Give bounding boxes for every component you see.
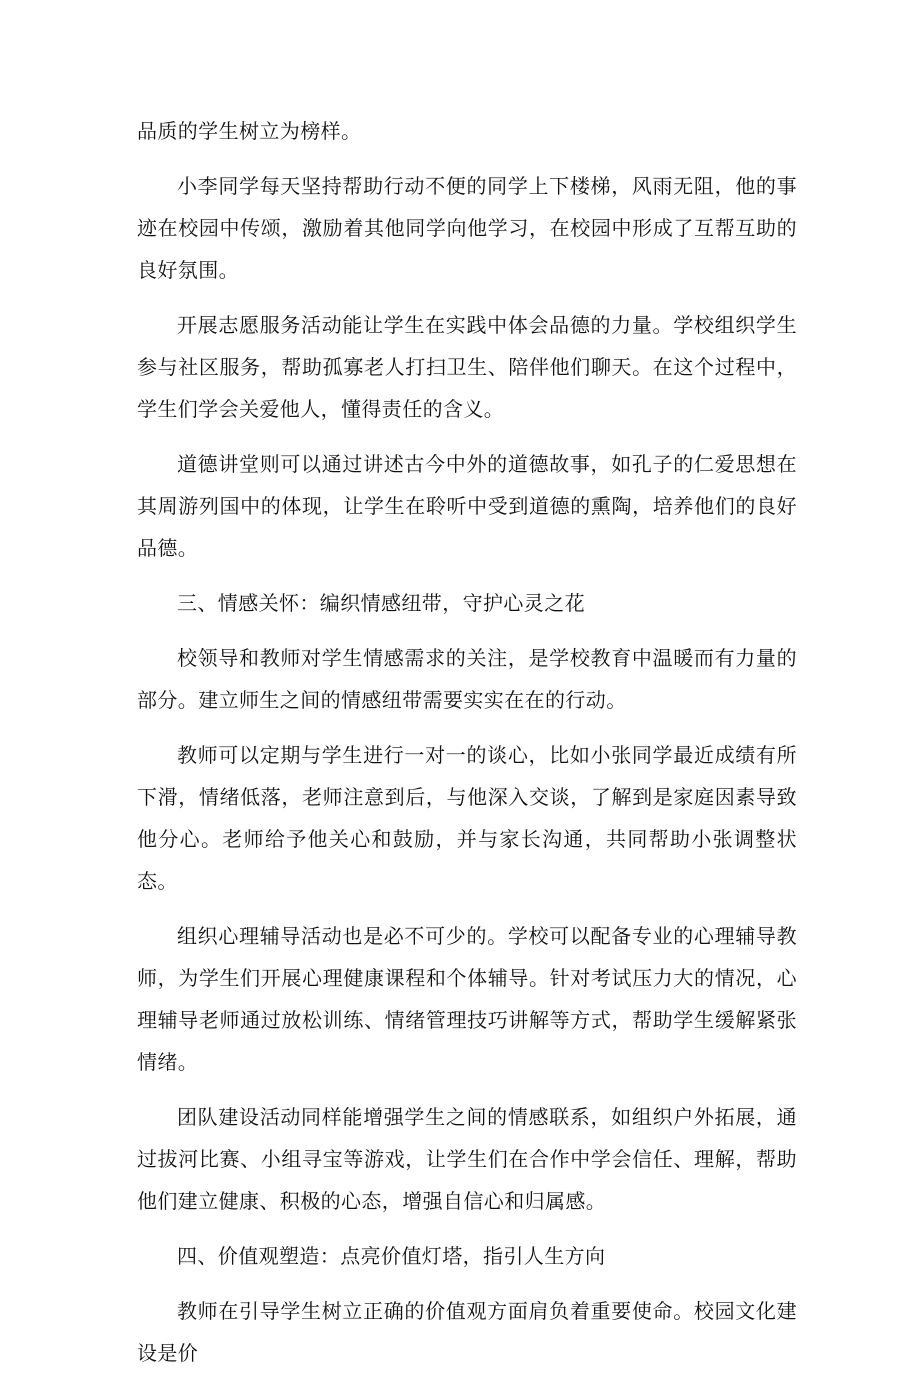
paragraph-emotional-needs: 校领导和教师对学生情感需求的关注，是学校教育中温暖而有力量的部分。建立师生之间的情感纽带需要实实在在的行动。 <box>137 646 797 712</box>
paragraph-one-on-one-talk: 教师可以定期与学生进行一对一的谈心，比如小张同学最近成绩有所下滑，情绪低落，老师注意到后，与他深入交谈，了解到是家庭因素导致他分心。老师给予他关心和鼓励，并与家长沟通，共同帮助小张调整状态。 <box>137 743 797 893</box>
paragraph-volunteer-service: 开展志愿服务活动能让学生在实践中体会品德的力量。学校组织学生参与社区服务，帮助孤寡老人打扫卫生、陪伴他们聊天。在这个过程中，学生们学会关爱他人，懂得责任的含义。 <box>137 313 797 421</box>
document-page <box>137 110 797 1387</box>
paragraph-team-building: 团队建设活动同样能增强学生之间的情感联系，如组织户外拓展，通过拔河比赛、小组寻宝等游戏，让学生们在合作中学会信任、理解，帮助他们建立健康、积极的心态，增强自信心和归属感。 <box>137 1105 797 1213</box>
paragraph-xiaoli-example: 小李同学每天坚持帮助行动不便的同学上下楼梯，风雨无阻，他的事迹在校园中传颂，激励着其他同学向他学习，在校园中形成了互帮互助的良好氛围。 <box>137 174 797 282</box>
paragraph-values-guidance: 教师在引导学生树立正确的价值观方面肩负着重要使命。校园文化建设是价 <box>137 1299 797 1365</box>
section-heading-values: 四、价值观塑造：点亮价值灯塔，指引人生方向 <box>177 1244 606 1268</box>
section-heading-emotional-care: 三、情感关怀：编织情感纽带，守护心灵之花 <box>177 591 585 615</box>
paragraph-moral-lecture: 道德讲堂则可以通过讲述古今中外的道德故事，如孔子的仁爱思想在其周游列国中的体现，让学生在聆听中受到道德的熏陶，培养他们的良好品德。 <box>137 452 797 560</box>
paragraph-psychological-counseling: 组织心理辅导活动也是必不可少的。学校可以配备专业的心理辅导教师，为学生们开展心理健康课程和个体辅导。针对考试压力大的情况，心理辅导老师通过放松训练、情绪管理技巧讲解等方式，帮助学生缓解紧张情绪。 <box>137 924 797 1074</box>
paragraph-continuation: 品质的学生树立为榜样。 <box>137 119 362 143</box>
